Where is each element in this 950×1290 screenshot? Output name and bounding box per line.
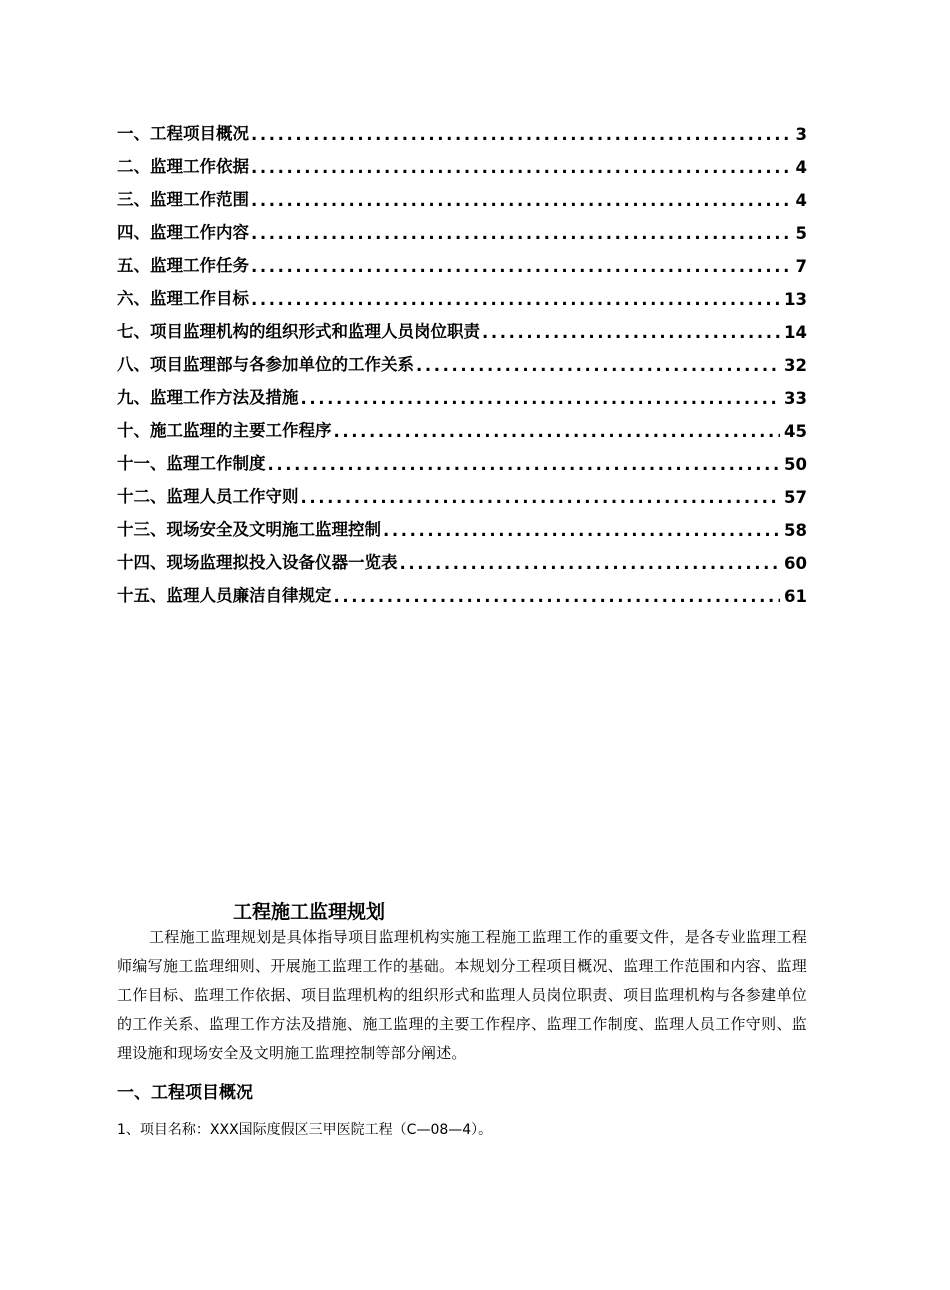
toc-entry[interactable] [117,375,807,408]
toc-leader-dots [332,422,781,441]
toc-entry-page: 7 [795,257,807,276]
table-of-contents [117,111,807,606]
toc-leader-dots [249,158,792,177]
toc-entry-page: 32 [784,356,807,375]
toc-leader-dots [249,257,792,276]
toc-entry-page: 61 [784,587,807,606]
toc-entry[interactable] [117,144,807,177]
intro-paragraph: 工程施工监理规划是具体指导项目监理机构实施工程施工监理工作的重要文件，是各专业监理工程师编写施工监理细则、开展施工监理工作的基础。本规划分工程项目概况、监理工作范围和内容、监理工作目标、监理工作依据、项目监理机构的组织形式和监理人员岗位职责、项目监理机构与各参建单位的工作关系、监理工作方法及措施、施工监理的主要工作程序、监理工作制度、监理人员工作守则、监理设施和现场安全及文明施工监理控制等部分阐述。 [117,928,807,1062]
toc-entry[interactable] [117,408,807,441]
toc-entry[interactable] [117,441,807,474]
toc-entry-page: 4 [795,191,807,210]
toc-entry-title: 六、监理工作目标 [117,289,249,308]
toc-entry[interactable] [117,210,807,243]
toc-entry-page: 45 [784,422,807,441]
toc-leader-dots [332,587,781,606]
toc-leader-dots [398,554,781,573]
toc-entry-page: 57 [784,488,807,507]
toc-entry-title: 五、监理工作任务 [117,256,249,275]
toc-entry-title: 八、项目监理部与各参加单位的工作关系 [117,355,414,374]
toc-entry-page: 14 [784,323,807,342]
toc-entry-page: 58 [784,521,807,540]
toc-entry[interactable] [117,243,807,276]
section-heading: 一、工程项目概况 [117,1083,253,1103]
toc-leader-dots [480,323,780,342]
toc-leader-dots [381,521,780,540]
toc-entry-title: 十、施工监理的主要工作程序 [117,421,332,440]
toc-entry-title: 十四、现场监理拟投入设备仪器一览表 [117,553,398,572]
toc-entry-title: 九、监理工作方法及措施 [117,388,299,407]
toc-entry[interactable] [117,276,807,309]
toc-entry-title: 四、监理工作内容 [117,223,249,242]
toc-entry[interactable] [117,507,807,540]
toc-entry[interactable] [117,573,807,606]
toc-entry-page: 60 [784,554,807,573]
toc-entry-title: 十二、监理人员工作守则 [117,487,299,506]
toc-leader-dots [249,125,792,144]
toc-entry-page: 13 [784,290,807,309]
toc-leader-dots [249,224,792,243]
toc-entry-title: 十五、监理人员廉洁自律规定 [117,586,332,605]
document-title: 工程施工监理规划 [233,901,386,923]
toc-entry-page: 5 [795,224,807,243]
toc-entry[interactable] [117,474,807,507]
project-name-line: 1、项目名称：XXX国际度假区三甲医院工程（C—08—4）。 [117,1122,493,1138]
toc-entry-title: 二、监理工作依据 [117,157,249,176]
toc-entry-title: 三、监理工作范围 [117,190,249,209]
toc-entry-page: 4 [795,158,807,177]
toc-leader-dots [299,389,781,408]
toc-entry-title: 一、工程项目概况 [117,124,249,143]
toc-entry[interactable] [117,309,807,342]
toc-entry-page: 50 [784,455,807,474]
toc-leader-dots [249,290,780,309]
toc-leader-dots [266,455,781,474]
toc-entry-title: 七、项目监理机构的组织形式和监理人员岗位职责 [117,322,480,341]
toc-leader-dots [299,488,781,507]
toc-leader-dots [414,356,780,375]
toc-leader-dots [249,191,792,210]
toc-entry-page: 33 [784,389,807,408]
toc-entry[interactable] [117,177,807,210]
toc-entry[interactable] [117,342,807,375]
toc-entry-title: 十一、监理工作制度 [117,454,266,473]
toc-entry-page: 3 [795,125,807,144]
toc-entry-title: 十三、现场安全及文明施工监理控制 [117,520,381,539]
toc-entry[interactable] [117,540,807,573]
toc-entry[interactable] [117,111,807,144]
